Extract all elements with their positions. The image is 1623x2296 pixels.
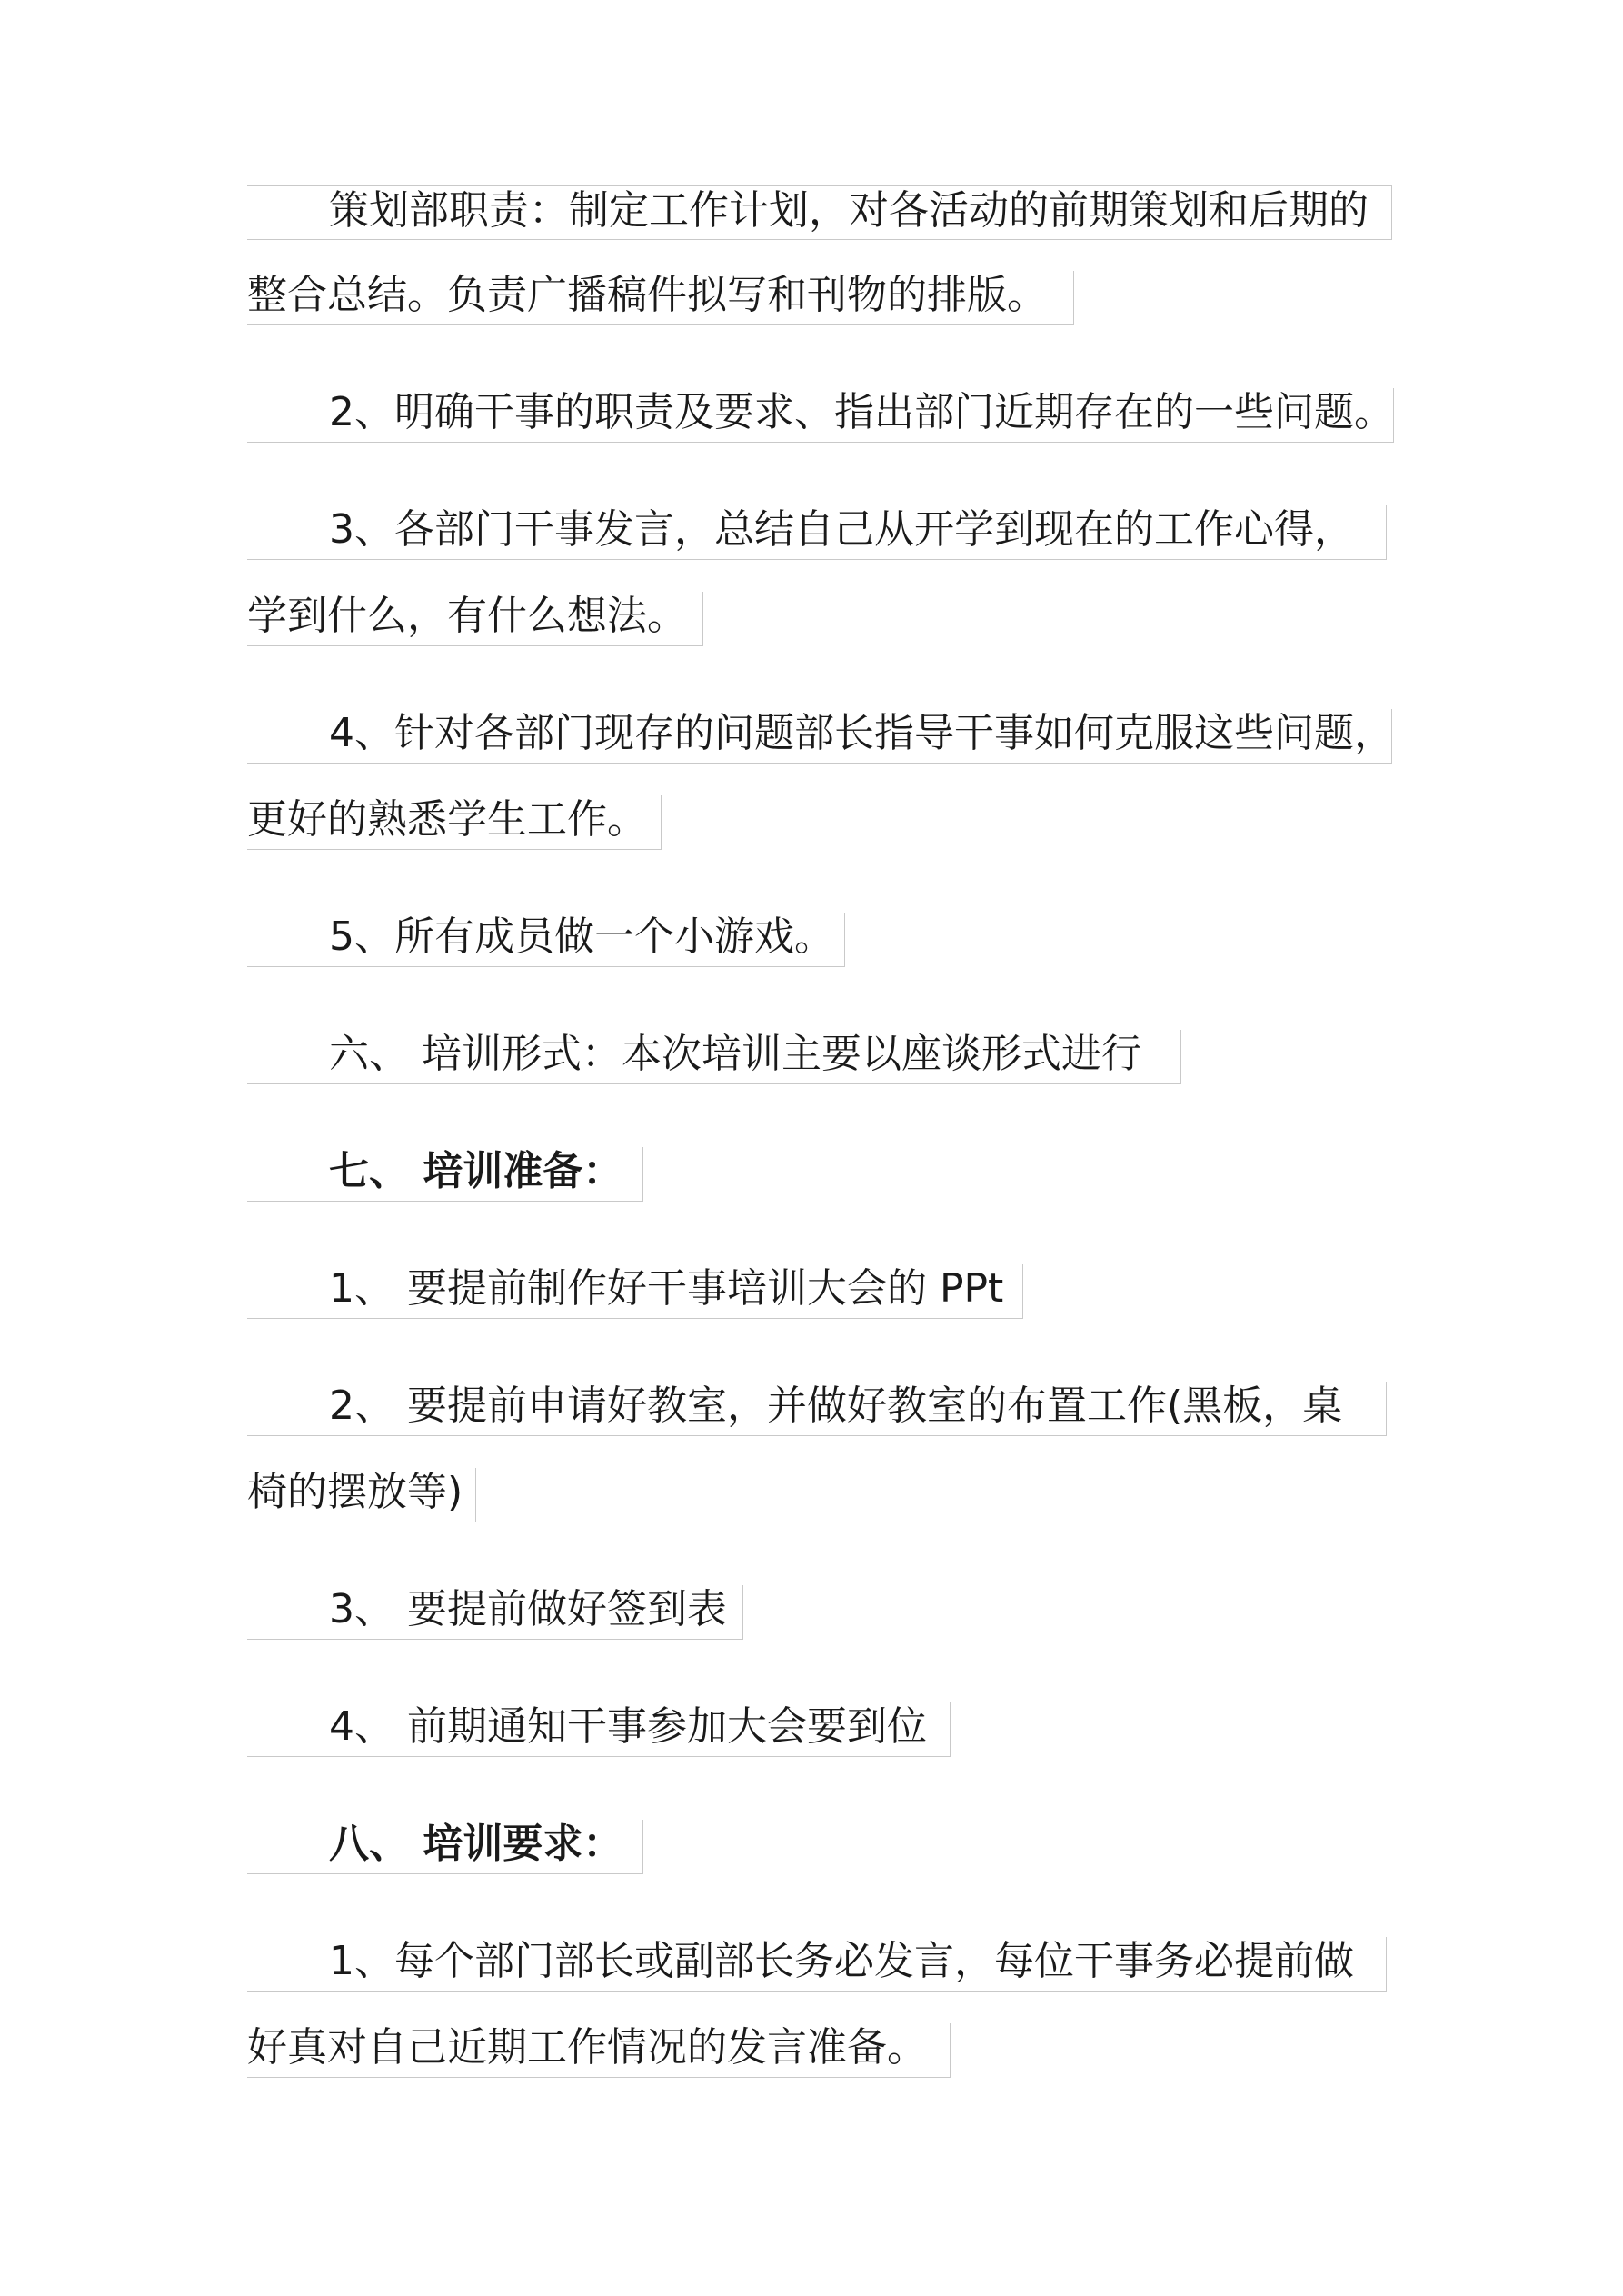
paragraph-text: 八、 培训要求：	[329, 1821, 623, 1867]
paragraph-line	[247, 592, 703, 646]
section-heading	[247, 1147, 643, 1202]
paragraph-text: 3、 要提前做好签到表	[329, 1586, 727, 1632]
paragraph-line	[247, 1264, 1023, 1319]
paragraph-text: 1、 要提前制作好干事培训大会的 PPt	[329, 1265, 1004, 1312]
paragraph-text: 4、针对各部门现存的问题部长指导干事如何克服这些问题，	[329, 710, 1394, 756]
paragraph-text: 学到什么，有什么想法。	[247, 593, 687, 639]
paragraph-line	[247, 388, 1394, 443]
paragraph-text: 策划部职责：制定工作计划，对各活动的前期策划和后期的	[329, 187, 1369, 234]
paragraph-line	[247, 1702, 951, 1757]
paragraph-line	[247, 795, 662, 850]
section-heading	[247, 1820, 643, 1874]
paragraph-text: 5、所有成员做一个小游戏。	[329, 913, 834, 960]
paragraph-line	[247, 505, 1387, 560]
paragraph-line	[247, 1382, 1387, 1436]
paragraph-text: 1、每个部门部长或副部长务必发言，每位干事务必提前做	[329, 1938, 1354, 1984]
paragraph-line	[247, 709, 1392, 764]
paragraph-text: 更好的熟悉学生工作。	[247, 796, 647, 843]
paragraph-text: 六、 培训形式：本次培训主要以座谈形式进行	[329, 1031, 1141, 1077]
paragraph-text: 4、 前期通知干事参加大会要到位	[329, 1703, 927, 1750]
section-heading	[247, 1030, 1181, 1084]
paragraph-line	[247, 185, 1392, 240]
paragraph-line	[247, 913, 845, 967]
paragraph-text: 好真对自己近期工作情况的发言准备。	[247, 2024, 927, 2071]
paragraph-text: 2、 要提前申请好教室，并做好教室的布置工作(黑板，桌	[329, 1383, 1343, 1429]
paragraph-text: 七、 培训准备：	[329, 1148, 623, 1194]
paragraph-line	[247, 1585, 743, 1640]
paragraph-line	[247, 1468, 476, 1522]
paragraph-line	[247, 2023, 951, 2078]
paragraph-text: 椅的摆放等)	[247, 1469, 463, 1515]
paragraph-text: 3、各部门干事发言，总结自己从开学到现在的工作心得，	[329, 506, 1354, 553]
paragraph-text: 整合总结。负责广播稿件拟写和刊物的排版。	[247, 272, 1047, 318]
paragraph-text: 2、明确干事的职责及要求、指出部门近期存在的一些问题。	[329, 389, 1394, 435]
paragraph-line	[247, 1937, 1387, 1992]
paragraph-line	[247, 271, 1074, 325]
